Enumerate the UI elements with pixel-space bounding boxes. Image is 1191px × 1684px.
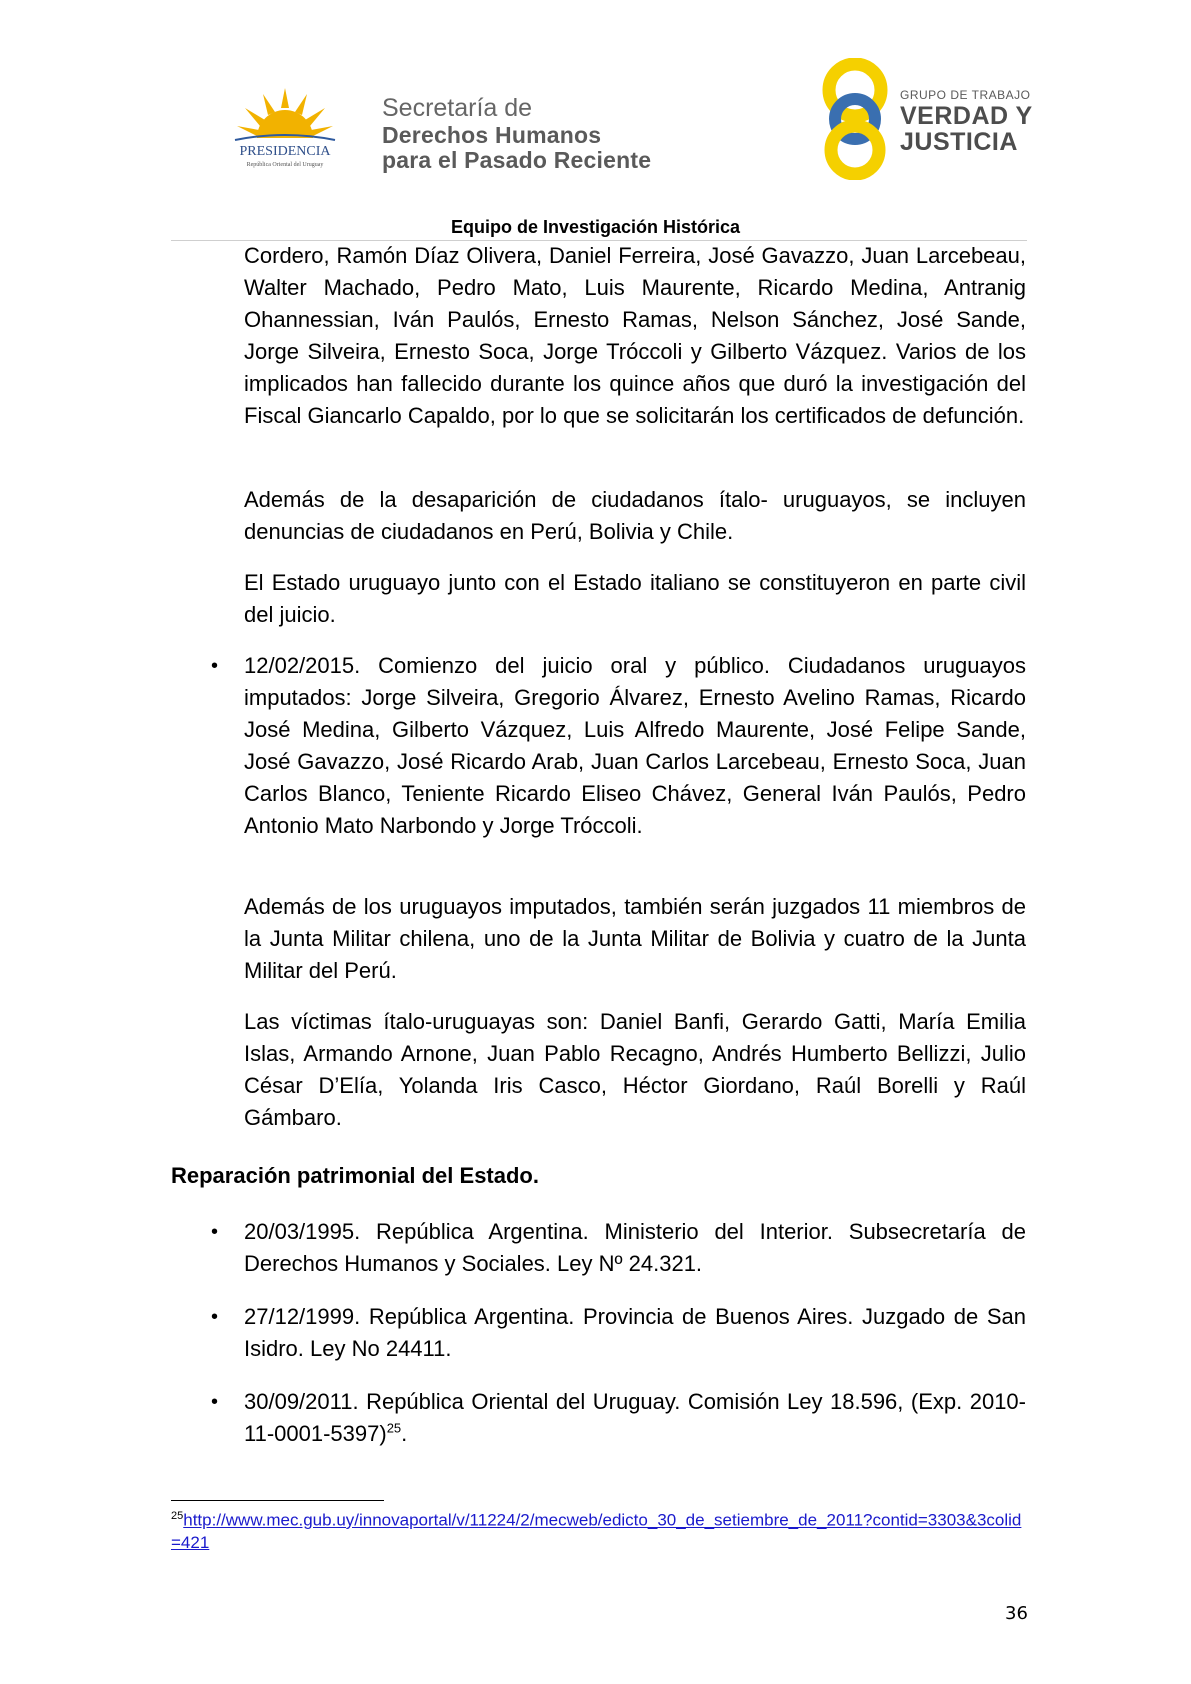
verdad-justicia-logo xyxy=(810,58,900,180)
list-item xyxy=(244,1216,1026,1280)
footnote-link[interactable]: http://www.mec.gub.uy/innovaportal/v/11224/2/mecweb/edicto_30_de_setiembre_de_2011?contid=3303&3colid=421 xyxy=(171,1510,1022,1552)
list-item xyxy=(244,1386,1026,1450)
presidencia-logo xyxy=(205,82,365,172)
secretaria-line3: para el Pasado Reciente xyxy=(382,147,652,173)
paragraph-4 xyxy=(244,891,1026,987)
page-number: 36 xyxy=(1005,1603,1028,1624)
page-header xyxy=(0,0,1191,240)
vj-line2: JUSTICIA xyxy=(900,128,1018,156)
footnote-divider xyxy=(171,1500,384,1501)
bullet-4-text: 30/09/2011. República Oriental del Uruguay. Comisión Ley 18.596, (Exp. 2010-11-0001-5397) xyxy=(244,1389,1026,1446)
footnote xyxy=(171,1505,1031,1554)
bullet-4 xyxy=(244,1386,1026,1450)
bullet-4-end: . xyxy=(401,1421,408,1446)
section-heading: Reparación patrimonial del Estado. xyxy=(171,1163,539,1188)
bullet-icon: • xyxy=(211,1391,219,1413)
vj-small-label: GRUPO DE TRABAJO xyxy=(900,88,1031,102)
paragraph-3 xyxy=(244,567,1026,631)
team-title: Equipo de Investigación Histórica xyxy=(450,217,741,237)
verdad-justicia-text xyxy=(900,88,1033,155)
footnote-number: 25 xyxy=(171,1510,184,1522)
secretaria-line2: Derechos Humanos xyxy=(382,122,602,148)
paragraph-2-text: Además de la desaparición de ciudadanos ítalo- uruguayos, se incluyen denuncias de ciudadanos en Perú, Bolivia y Chile. xyxy=(244,487,1026,544)
paragraph-5-text: Las víctimas ítalo-uruguayas son: Daniel Banfi, Gerardo Gatti, María Emilia Islas, Armando Arnone, Juan Pablo Recagno, Andrés Humberto Bellizzi, Julio César D’Elía, Yolanda Iris Casco, Héctor Giordano, Raúl Borelli y Raúl Gámbaro. xyxy=(244,1009,1026,1130)
bullet-icon: • xyxy=(211,1221,219,1243)
bullet-1-text: 12/02/2015. Comienzo del juicio oral y público. Ciudadanos uruguayos imputados: Jorge Silveira, Gregorio Álvarez, Ernesto Avelino Ramas, Ricardo José Medina, Gilberto Vázquez, Luis Alfredo Maurente, José Felipe Sande, José Gavazzo, José Ricardo Arab, Juan Carlos Larcebeau, Ernesto Soca, Juan Carlos Blanco, Teniente Ricardo Eliseo Chávez, General Iván Paulós, Pedro Antonio Mato Narbondo y Jorge Tróccoli. xyxy=(244,653,1026,838)
paragraph-3-text: El Estado uruguayo junto con el Estado italiano se constituyeron en parte civil del juicio. xyxy=(244,570,1026,627)
vj-line1: VERDAD Y xyxy=(900,102,1033,130)
secretaria-title xyxy=(382,94,651,173)
paragraph-4-text: Además de los uruguayos imputados, también serán juzgados 11 miembros de la Junta Militar chilena, uno de la Junta Militar de Bolivia y cuatro de la Junta Militar del Perú. xyxy=(244,894,1026,983)
secretaria-line1: Secretaría de xyxy=(382,94,533,122)
list-item xyxy=(244,650,1026,842)
bullet-2-text: 20/03/1995. República Argentina. Ministerio del Interior. Subsecretaría de Derechos Humanos y Sociales. Ley Nº 24.321. xyxy=(244,1219,1026,1276)
paragraph-1-text: Cordero, Ramón Díaz Olivera, Daniel Ferreira, José Gavazzo, Juan Larcebeau, Walter Machado, Pedro Mato, Luis Maurente, Ricardo Medina, Antranig Ohannessian, Iván Paulós, Ernesto Ramas, Nelson Sánchez, José Sande, Jorge Silveira, Ernesto Soca, Jorge Tróccoli y Gilberto Vázquez. Varios de los implicados han fallecido durante los quince años que duró la investigación del Fiscal Giancarlo Capaldo, por lo que se solicitarán los certificados de defunción. xyxy=(244,243,1026,428)
presidencia-logo-sub: República Oriental del Uruguay xyxy=(246,162,324,168)
presidencia-logo-text: PRESIDENCIA xyxy=(239,144,331,159)
paragraph-1 xyxy=(244,240,1026,432)
paragraph-2 xyxy=(244,484,1026,548)
bullet-3-text: 27/12/1999. República Argentina. Provincia de Buenos Aires. Juzgado de San Isidro. Ley No 24411. xyxy=(244,1304,1026,1361)
bullet-icon: • xyxy=(211,1306,219,1328)
footnote-reference[interactable]: 25 xyxy=(386,1420,402,1436)
bullet-icon: • xyxy=(211,655,219,677)
paragraph-5 xyxy=(244,1006,1026,1134)
list-item xyxy=(244,1301,1026,1365)
